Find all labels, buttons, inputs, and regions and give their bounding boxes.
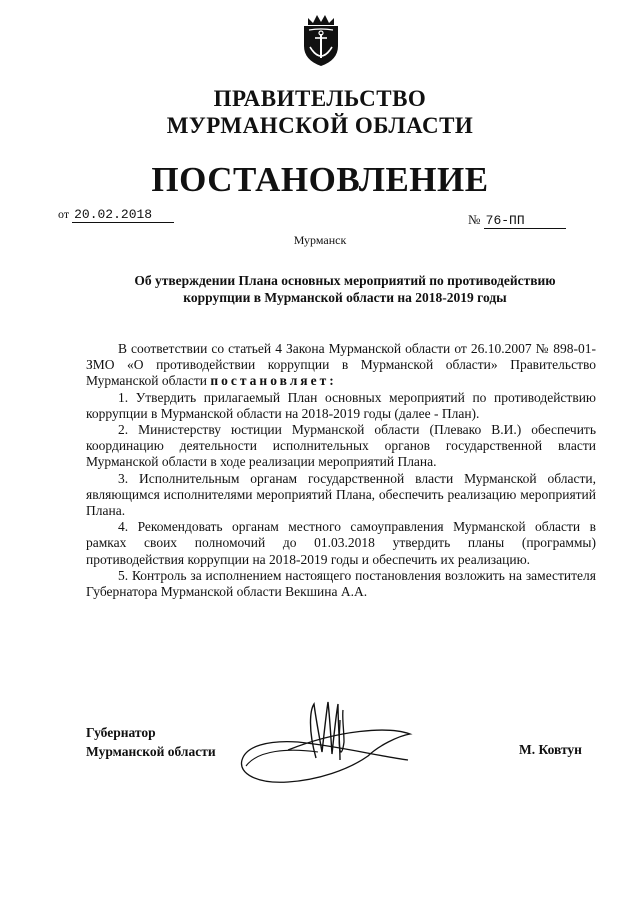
position-line1: Губернатор bbox=[86, 725, 156, 740]
number-prefix: № bbox=[468, 212, 481, 227]
document-subject bbox=[85, 272, 605, 306]
paragraph-3: 3. Исполнительным органам государственной власти Мурманской области, являющимся исполнителями мероприятий Плана, обеспечить реализацию мероприятий Плана. bbox=[86, 470, 596, 519]
subject-line1: Об утверждении Плана основных мероприятий по противодействию bbox=[134, 273, 556, 288]
decree-word: постановляет: bbox=[210, 373, 337, 389]
government-title-line1: ПРАВИТЕЛЬСТВО bbox=[213, 86, 427, 111]
paragraph-2: 2. Министерству юстиции Мурманской области (Плевако В.И.) обеспечить координацию деятельности исполнительных органов государственной власти Мурманской области в ходе реализации мероприятий Плана. bbox=[86, 422, 596, 470]
city-name: Мурманск bbox=[293, 233, 347, 247]
government-title-line2: МУРМАНСКОЙ ОБЛАСТИ bbox=[166, 113, 474, 138]
date-value: 20.02.2018 bbox=[72, 207, 174, 223]
number-value: 76-ПП bbox=[484, 213, 566, 229]
paragraph-5: 5. Контроль за исполнением настоящего постановления возложить на заместителя Губернатора Мурманской области Векшина А.А. bbox=[86, 567, 596, 600]
preamble-text: В соответствии со статьей 4 Закона Мурманской области от 26.10.2007 № 898-01-ЗМО «О противодействии коррупции в Мурманской области» Правительство Мурманской области bbox=[86, 341, 596, 389]
paragraph-4: 4. Рекомендовать органам местного самоуправления Мурманской области в рамках своих полномочий до 01.03.2018 утвердить планы (программы) противодействия коррупции на 2018-2019 годы и обеспечить их реализацию. bbox=[86, 519, 596, 567]
signatory-position bbox=[86, 723, 216, 761]
document-type-title: ПОСТАНОВЛЕНИЕ bbox=[151, 160, 489, 199]
signatory-name: М. Ковтун bbox=[519, 742, 582, 757]
coat-of-arms-icon bbox=[300, 12, 342, 68]
number-field bbox=[468, 212, 566, 229]
date-prefix: от bbox=[58, 207, 70, 221]
date-field bbox=[58, 207, 174, 223]
preamble-paragraph bbox=[86, 341, 596, 390]
position-line2: Мурманской области bbox=[86, 744, 216, 759]
document-body bbox=[86, 341, 596, 600]
handwritten-signature bbox=[228, 690, 418, 790]
paragraph-1: 1. Утвердить прилагаемый План основных мероприятий по противодействию коррупции в Мурманской области на 2018-2019 годы (далее - План). bbox=[86, 389, 596, 421]
subject-line2: коррупции в Мурманской области на 2018-2019 годы bbox=[183, 290, 507, 305]
